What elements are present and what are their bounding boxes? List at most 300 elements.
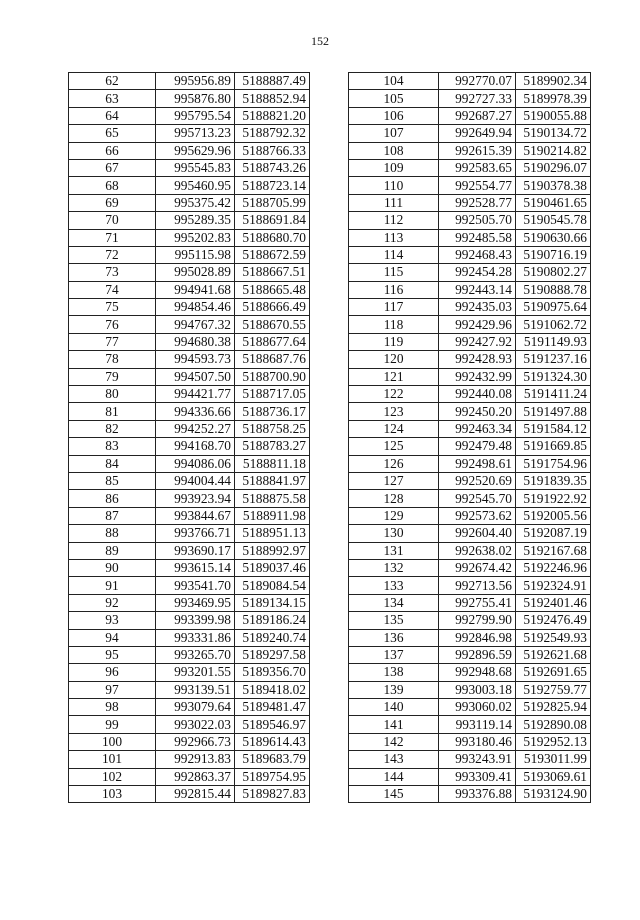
y-coordinate-cell: 5189827.83: [235, 786, 310, 803]
y-coordinate-cell: 5189186.24: [235, 612, 310, 629]
y-coordinate-cell: 5190055.88: [516, 107, 591, 124]
x-coordinate-cell: 993079.64: [156, 699, 235, 716]
x-coordinate-cell: 992583.65: [439, 159, 516, 176]
y-coordinate-cell: 5188992.97: [235, 542, 310, 559]
point-number-cell: 100: [69, 733, 156, 750]
y-coordinate-cell: 5191411.24: [516, 386, 591, 403]
x-coordinate-cell: 994680.38: [156, 333, 235, 350]
point-number-cell: 126: [349, 455, 439, 472]
table-row: [69, 507, 310, 524]
y-coordinate-cell: 5189297.58: [235, 646, 310, 663]
table-row: [349, 612, 591, 629]
x-coordinate-cell: 993376.88: [439, 786, 516, 803]
y-coordinate-cell: 5188743.26: [235, 159, 310, 176]
point-number-cell: 65: [69, 125, 156, 142]
y-coordinate-cell: 5192246.96: [516, 559, 591, 576]
table-row: [69, 490, 310, 507]
point-number-cell: 132: [349, 559, 439, 576]
table-row: [69, 90, 310, 107]
point-number-cell: 125: [349, 438, 439, 455]
x-coordinate-cell: 993923.94: [156, 490, 235, 507]
point-number-cell: 122: [349, 386, 439, 403]
table-body-right: [349, 73, 591, 803]
table-row: [349, 177, 591, 194]
point-number-cell: 87: [69, 507, 156, 524]
y-coordinate-cell: 5188951.13: [235, 525, 310, 542]
x-coordinate-cell: 993119.14: [439, 716, 516, 733]
point-number-cell: 69: [69, 194, 156, 211]
point-number-cell: 112: [349, 212, 439, 229]
y-coordinate-cell: 5193124.90: [516, 786, 591, 803]
x-coordinate-cell: 992799.90: [439, 612, 516, 629]
point-number-cell: 114: [349, 246, 439, 263]
x-coordinate-cell: 995115.98: [156, 246, 235, 263]
x-coordinate-cell: 992427.92: [439, 333, 516, 350]
point-number-cell: 62: [69, 73, 156, 90]
table-row: [349, 438, 591, 455]
point-number-cell: 84: [69, 455, 156, 472]
table-row: [349, 629, 591, 646]
y-coordinate-cell: 5190545.78: [516, 212, 591, 229]
table-row: [69, 716, 310, 733]
point-number-cell: 88: [69, 525, 156, 542]
point-number-cell: 140: [349, 699, 439, 716]
x-coordinate-cell: 995202.83: [156, 229, 235, 246]
point-number-cell: 119: [349, 333, 439, 350]
x-coordinate-cell: 992649.94: [439, 125, 516, 142]
point-number-cell: 135: [349, 612, 439, 629]
y-coordinate-cell: 5188783.27: [235, 438, 310, 455]
point-number-cell: 81: [69, 403, 156, 420]
y-coordinate-cell: 5191922.92: [516, 490, 591, 507]
y-coordinate-cell: 5189546.97: [235, 716, 310, 733]
x-coordinate-cell: 993690.17: [156, 542, 235, 559]
point-number-cell: 71: [69, 229, 156, 246]
y-coordinate-cell: 5188700.90: [235, 368, 310, 385]
x-coordinate-cell: 993766.71: [156, 525, 235, 542]
y-coordinate-cell: 5190134.72: [516, 125, 591, 142]
x-coordinate-cell: 992528.77: [439, 194, 516, 211]
table-row: [349, 786, 591, 803]
y-coordinate-cell: 5192890.08: [516, 716, 591, 733]
x-coordinate-cell: 994252.27: [156, 420, 235, 437]
x-coordinate-cell: 992450.20: [439, 403, 516, 420]
y-coordinate-cell: 5191062.72: [516, 316, 591, 333]
table-row: [349, 316, 591, 333]
table-row: [69, 177, 310, 194]
y-coordinate-cell: 5189481.47: [235, 699, 310, 716]
x-coordinate-cell: 995460.95: [156, 177, 235, 194]
point-number-cell: 74: [69, 281, 156, 298]
y-coordinate-cell: 5190296.07: [516, 159, 591, 176]
point-number-cell: 139: [349, 681, 439, 698]
point-number-cell: 113: [349, 229, 439, 246]
point-number-cell: 89: [69, 542, 156, 559]
table-row: [349, 386, 591, 403]
point-number-cell: 128: [349, 490, 439, 507]
point-number-cell: 94: [69, 629, 156, 646]
table-row: [69, 525, 310, 542]
y-coordinate-cell: 5192401.46: [516, 594, 591, 611]
point-number-cell: 123: [349, 403, 439, 420]
point-number-cell: 121: [349, 368, 439, 385]
table-row: [349, 368, 591, 385]
y-coordinate-cell: 5192476.49: [516, 612, 591, 629]
y-coordinate-cell: 5188672.59: [235, 246, 310, 263]
point-number-cell: 137: [349, 646, 439, 663]
x-coordinate-cell: 994004.44: [156, 472, 235, 489]
table-row: [349, 194, 591, 211]
x-coordinate-cell: 993243.91: [439, 751, 516, 768]
table-row: [69, 73, 310, 90]
point-number-cell: 97: [69, 681, 156, 698]
x-coordinate-cell: 992713.56: [439, 577, 516, 594]
x-coordinate-cell: 992468.43: [439, 246, 516, 263]
y-coordinate-cell: 5191497.88: [516, 403, 591, 420]
point-number-cell: 107: [349, 125, 439, 142]
y-coordinate-cell: 5188852.94: [235, 90, 310, 107]
y-coordinate-cell: 5188911.98: [235, 507, 310, 524]
x-coordinate-cell: 994593.73: [156, 351, 235, 368]
x-coordinate-cell: 992435.03: [439, 299, 516, 316]
table-row: [69, 681, 310, 698]
table-row: [69, 629, 310, 646]
x-coordinate-cell: 992863.37: [156, 768, 235, 785]
y-coordinate-cell: 5188758.25: [235, 420, 310, 437]
y-coordinate-cell: 5188680.70: [235, 229, 310, 246]
table-row: [69, 664, 310, 681]
x-coordinate-cell: 994507.50: [156, 368, 235, 385]
point-number-cell: 76: [69, 316, 156, 333]
x-coordinate-cell: 992727.33: [439, 90, 516, 107]
y-coordinate-cell: 5188717.05: [235, 386, 310, 403]
point-number-cell: 116: [349, 281, 439, 298]
point-number-cell: 99: [69, 716, 156, 733]
y-coordinate-cell: 5188723.14: [235, 177, 310, 194]
x-coordinate-cell: 994767.32: [156, 316, 235, 333]
table-row: [349, 664, 591, 681]
table-row: [349, 577, 591, 594]
x-coordinate-cell: 992479.48: [439, 438, 516, 455]
y-coordinate-cell: 5190888.78: [516, 281, 591, 298]
x-coordinate-cell: 995795.54: [156, 107, 235, 124]
y-coordinate-cell: 5192087.19: [516, 525, 591, 542]
x-coordinate-cell: 995629.96: [156, 142, 235, 159]
x-coordinate-cell: 992554.77: [439, 177, 516, 194]
point-number-cell: 102: [69, 768, 156, 785]
point-number-cell: 111: [349, 194, 439, 211]
table-row: [69, 646, 310, 663]
table-row: [349, 264, 591, 281]
table-row: [69, 438, 310, 455]
table-row: [349, 351, 591, 368]
table-row: [69, 699, 310, 716]
y-coordinate-cell: 5190802.27: [516, 264, 591, 281]
point-number-cell: 136: [349, 629, 439, 646]
point-number-cell: 78: [69, 351, 156, 368]
y-coordinate-cell: 5190716.19: [516, 246, 591, 263]
table-row: [69, 281, 310, 298]
x-coordinate-cell: 992604.40: [439, 525, 516, 542]
x-coordinate-cell: 993060.02: [439, 699, 516, 716]
table-row: [349, 246, 591, 263]
table-row: [69, 542, 310, 559]
x-coordinate-cell: 992687.27: [439, 107, 516, 124]
y-coordinate-cell: 5188667.51: [235, 264, 310, 281]
table-row: [69, 194, 310, 211]
table-row: [349, 90, 591, 107]
table-row: [349, 768, 591, 785]
y-coordinate-cell: 5192324.91: [516, 577, 591, 594]
point-number-cell: 118: [349, 316, 439, 333]
x-coordinate-cell: 993615.14: [156, 559, 235, 576]
x-coordinate-cell: 994086.06: [156, 455, 235, 472]
y-coordinate-cell: 5189418.02: [235, 681, 310, 698]
x-coordinate-cell: 994336.66: [156, 403, 235, 420]
point-number-cell: 108: [349, 142, 439, 159]
point-number-cell: 82: [69, 420, 156, 437]
y-coordinate-cell: 5191584.12: [516, 420, 591, 437]
point-number-cell: 131: [349, 542, 439, 559]
table-row: [69, 559, 310, 576]
x-coordinate-cell: 993469.95: [156, 594, 235, 611]
y-coordinate-cell: 5192167.68: [516, 542, 591, 559]
table-row: [349, 699, 591, 716]
point-number-cell: 77: [69, 333, 156, 350]
table-row: [349, 125, 591, 142]
y-coordinate-cell: 5189978.39: [516, 90, 591, 107]
point-number-cell: 124: [349, 420, 439, 437]
x-coordinate-cell: 993331.86: [156, 629, 235, 646]
table-row: [349, 159, 591, 176]
table-row: [69, 577, 310, 594]
y-coordinate-cell: 5191324.30: [516, 368, 591, 385]
y-coordinate-cell: 5189356.70: [235, 664, 310, 681]
y-coordinate-cell: 5188766.33: [235, 142, 310, 159]
x-coordinate-cell: 992443.14: [439, 281, 516, 298]
point-number-cell: 134: [349, 594, 439, 611]
table-row: [69, 368, 310, 385]
point-number-cell: 109: [349, 159, 439, 176]
table-row: [69, 212, 310, 229]
point-number-cell: 75: [69, 299, 156, 316]
y-coordinate-cell: 5188792.32: [235, 125, 310, 142]
point-number-cell: 95: [69, 646, 156, 663]
table-row: [349, 507, 591, 524]
y-coordinate-cell: 5189134.15: [235, 594, 310, 611]
x-coordinate-cell: 992896.59: [439, 646, 516, 663]
table-row: [69, 751, 310, 768]
x-coordinate-cell: 992615.39: [439, 142, 516, 159]
x-coordinate-cell: 993201.55: [156, 664, 235, 681]
point-number-cell: 133: [349, 577, 439, 594]
y-coordinate-cell: 5189084.54: [235, 577, 310, 594]
x-coordinate-cell: 992498.61: [439, 455, 516, 472]
point-number-cell: 64: [69, 107, 156, 124]
y-coordinate-cell: 5188665.48: [235, 281, 310, 298]
x-coordinate-cell: 992948.68: [439, 664, 516, 681]
point-number-cell: 79: [69, 368, 156, 385]
point-number-cell: 106: [349, 107, 439, 124]
y-coordinate-cell: 5192691.65: [516, 664, 591, 681]
table-row: [349, 73, 591, 90]
point-number-cell: 68: [69, 177, 156, 194]
table-row: [349, 542, 591, 559]
table-row: [349, 525, 591, 542]
point-number-cell: 86: [69, 490, 156, 507]
y-coordinate-cell: 5189754.95: [235, 768, 310, 785]
x-coordinate-cell: 992429.96: [439, 316, 516, 333]
y-coordinate-cell: 5191669.85: [516, 438, 591, 455]
x-coordinate-cell: 995028.89: [156, 264, 235, 281]
y-coordinate-cell: 5191839.35: [516, 472, 591, 489]
point-number-cell: 141: [349, 716, 439, 733]
x-coordinate-cell: 992573.62: [439, 507, 516, 524]
y-coordinate-cell: 5190214.82: [516, 142, 591, 159]
x-coordinate-cell: 993399.98: [156, 612, 235, 629]
point-number-cell: 72: [69, 246, 156, 263]
table-row: [349, 455, 591, 472]
table-row: [69, 768, 310, 785]
coordinates-table-left: [68, 72, 310, 803]
table-row: [69, 333, 310, 350]
table-row: [69, 594, 310, 611]
x-coordinate-cell: 992428.93: [439, 351, 516, 368]
x-coordinate-cell: 993309.41: [439, 768, 516, 785]
x-coordinate-cell: 992520.69: [439, 472, 516, 489]
x-coordinate-cell: 992638.02: [439, 542, 516, 559]
x-coordinate-cell: 992913.83: [156, 751, 235, 768]
table-row: [69, 786, 310, 803]
x-coordinate-cell: 993541.70: [156, 577, 235, 594]
table-row: [349, 403, 591, 420]
x-coordinate-cell: 992545.70: [439, 490, 516, 507]
x-coordinate-cell: 994941.68: [156, 281, 235, 298]
x-coordinate-cell: 994168.70: [156, 438, 235, 455]
x-coordinate-cell: 995956.89: [156, 73, 235, 90]
y-coordinate-cell: 5190461.65: [516, 194, 591, 211]
x-coordinate-cell: 992454.28: [439, 264, 516, 281]
x-coordinate-cell: 992966.73: [156, 733, 235, 750]
x-coordinate-cell: 994421.77: [156, 386, 235, 403]
y-coordinate-cell: 5188691.84: [235, 212, 310, 229]
y-coordinate-cell: 5188811.18: [235, 455, 310, 472]
y-coordinate-cell: 5189614.43: [235, 733, 310, 750]
x-coordinate-cell: 994854.46: [156, 299, 235, 316]
table-row: [349, 333, 591, 350]
point-number-cell: 66: [69, 142, 156, 159]
x-coordinate-cell: 992463.34: [439, 420, 516, 437]
x-coordinate-cell: 992440.08: [439, 386, 516, 403]
y-coordinate-cell: 5188875.58: [235, 490, 310, 507]
table-row: [69, 316, 310, 333]
x-coordinate-cell: 993022.03: [156, 716, 235, 733]
point-number-cell: 110: [349, 177, 439, 194]
table-row: [349, 142, 591, 159]
table-row: [349, 646, 591, 663]
table-row: [69, 455, 310, 472]
point-number-cell: 142: [349, 733, 439, 750]
table-row: [349, 212, 591, 229]
y-coordinate-cell: 5191754.96: [516, 455, 591, 472]
table-row: [69, 403, 310, 420]
point-number-cell: 93: [69, 612, 156, 629]
x-coordinate-cell: 993180.46: [439, 733, 516, 750]
y-coordinate-cell: 5188677.64: [235, 333, 310, 350]
point-number-cell: 63: [69, 90, 156, 107]
table-row: [69, 159, 310, 176]
y-coordinate-cell: 5189902.34: [516, 73, 591, 90]
table-row: [69, 386, 310, 403]
table-row: [349, 107, 591, 124]
y-coordinate-cell: 5188670.55: [235, 316, 310, 333]
table-row: [69, 246, 310, 263]
y-coordinate-cell: 5192759.77: [516, 681, 591, 698]
point-number-cell: 83: [69, 438, 156, 455]
point-number-cell: 92: [69, 594, 156, 611]
x-coordinate-cell: 992505.70: [439, 212, 516, 229]
x-coordinate-cell: 995289.35: [156, 212, 235, 229]
point-number-cell: 80: [69, 386, 156, 403]
y-coordinate-cell: 5188736.17: [235, 403, 310, 420]
point-number-cell: 90: [69, 559, 156, 576]
table-body-left: [69, 73, 310, 803]
point-number-cell: 103: [69, 786, 156, 803]
y-coordinate-cell: 5192825.94: [516, 699, 591, 716]
point-number-cell: 120: [349, 351, 439, 368]
point-number-cell: 144: [349, 768, 439, 785]
point-number-cell: 73: [69, 264, 156, 281]
table-row: [349, 472, 591, 489]
y-coordinate-cell: 5192952.13: [516, 733, 591, 750]
x-coordinate-cell: 992846.98: [439, 629, 516, 646]
coordinates-table-right: [348, 72, 591, 803]
table-row: [69, 612, 310, 629]
x-coordinate-cell: 993139.51: [156, 681, 235, 698]
table-row: [69, 107, 310, 124]
table-row: [349, 490, 591, 507]
table-row: [349, 420, 591, 437]
y-coordinate-cell: 5193011.99: [516, 751, 591, 768]
y-coordinate-cell: 5190378.38: [516, 177, 591, 194]
x-coordinate-cell: 995545.83: [156, 159, 235, 176]
point-number-cell: 130: [349, 525, 439, 542]
table-row: [69, 733, 310, 750]
point-number-cell: 98: [69, 699, 156, 716]
y-coordinate-cell: 5192621.68: [516, 646, 591, 663]
table-row: [349, 594, 591, 611]
y-coordinate-cell: 5188887.49: [235, 73, 310, 90]
table-row: [69, 472, 310, 489]
point-number-cell: 104: [349, 73, 439, 90]
point-number-cell: 145: [349, 786, 439, 803]
table-row: [349, 733, 591, 750]
y-coordinate-cell: 5191149.93: [516, 333, 591, 350]
y-coordinate-cell: 5189037.46: [235, 559, 310, 576]
x-coordinate-cell: 995713.23: [156, 125, 235, 142]
table-row: [349, 229, 591, 246]
point-number-cell: 91: [69, 577, 156, 594]
y-coordinate-cell: 5188687.76: [235, 351, 310, 368]
x-coordinate-cell: 992674.42: [439, 559, 516, 576]
point-number-cell: 85: [69, 472, 156, 489]
x-coordinate-cell: 993265.70: [156, 646, 235, 663]
x-coordinate-cell: 995876.80: [156, 90, 235, 107]
x-coordinate-cell: 993003.18: [439, 681, 516, 698]
x-coordinate-cell: 992755.41: [439, 594, 516, 611]
point-number-cell: 101: [69, 751, 156, 768]
point-number-cell: 117: [349, 299, 439, 316]
